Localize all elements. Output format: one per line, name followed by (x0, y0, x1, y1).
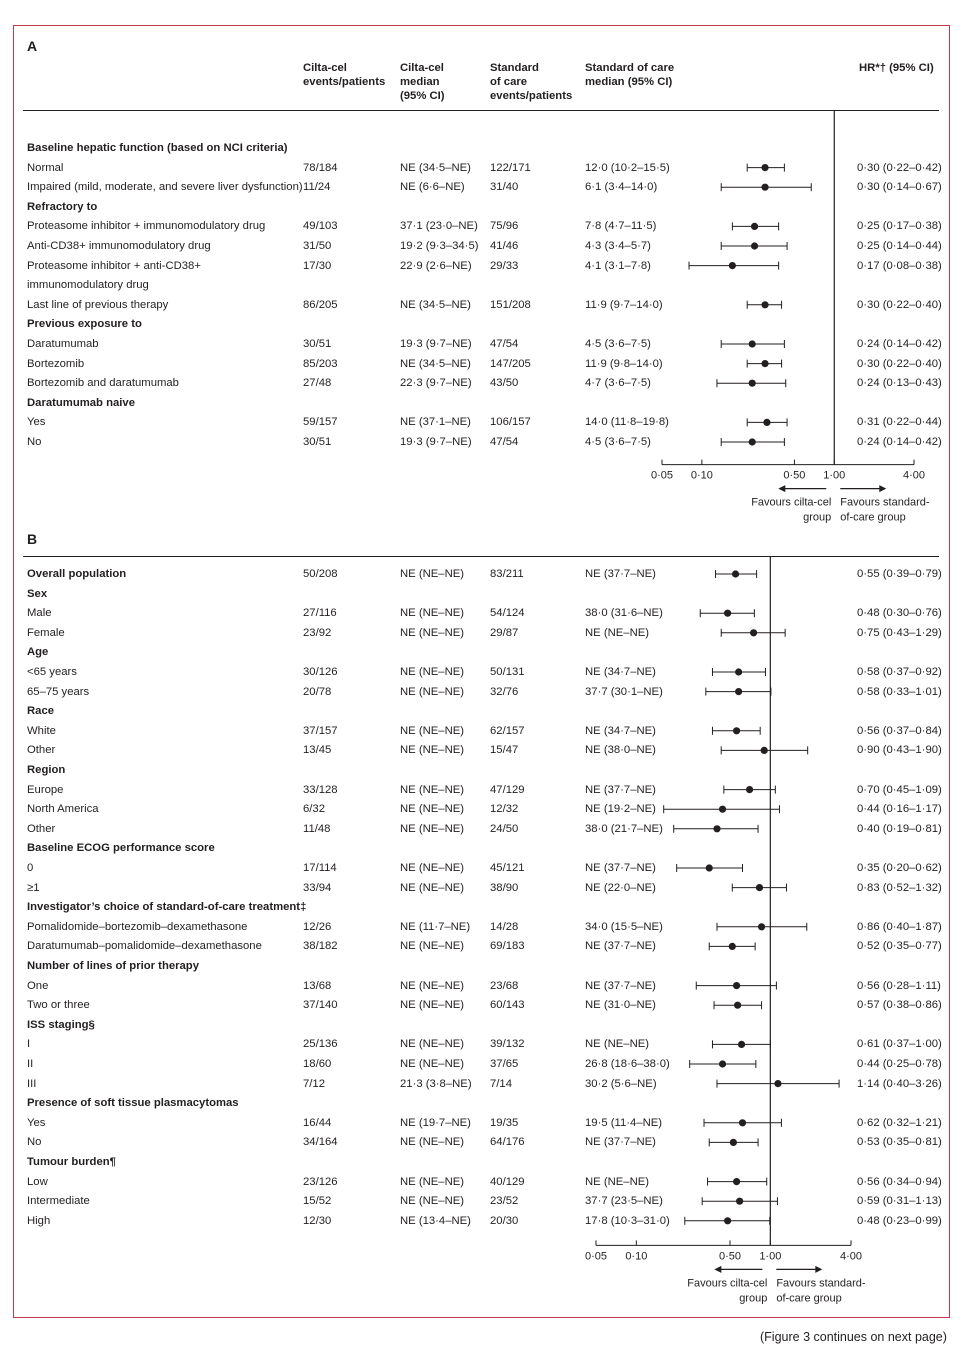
hr-value-cell: 0·70 (0·45–1·09) (857, 783, 942, 796)
soc-median-cell: NE (37·7–NE) (585, 862, 656, 874)
hr-point (729, 943, 736, 950)
soc-median-cell: NE (NE–NE) (585, 1038, 650, 1051)
subgroup-label: Normal (27, 161, 64, 174)
soc-events-cell: 14/28 (490, 920, 519, 933)
subgroup-label: Bortezomib (27, 357, 85, 370)
subgroup-label: Europe (27, 783, 64, 796)
cilta-median-cell: NE (19·7–NE) (400, 1116, 471, 1129)
favours-cilta-cel-label: Favours cilta-cel (751, 496, 832, 509)
soc-events-cell: 23/68 (490, 979, 519, 992)
cilta-median-cell: NE (NE–NE) (400, 724, 465, 737)
soc-events-cell: 29/33 (490, 259, 519, 272)
soc-events-cell: 20/30 (490, 1214, 519, 1227)
cilta-events-cell: 37/157 (303, 724, 338, 737)
soc-events-cell: 47/54 (490, 338, 519, 350)
cilta-median-cell: 19·2 (9·3–34·5) (400, 240, 479, 252)
hr-value-cell: 0·44 (0·16–1·17) (857, 803, 942, 816)
hr-point (706, 864, 713, 871)
soc-events-cell: 45/121 (490, 862, 525, 874)
subgroup-heading: ISS staging§ (27, 1018, 95, 1031)
soc-events-cell: 24/50 (490, 822, 519, 835)
soc-median-cell: 26·8 (18·6–38·0) (585, 1058, 670, 1070)
cilta-events-cell: 23/92 (303, 626, 332, 639)
soc-events-cell: 83/211 (490, 568, 524, 580)
hr-value-cell: 0·30 (0·22–0·40) (857, 298, 942, 311)
soc-median-cell: 37·7 (23·5–NE) (585, 1195, 663, 1208)
hr-value-cell: 0·75 (0·43–1·29) (857, 626, 942, 639)
cilta-median-cell: NE (NE–NE) (400, 862, 465, 874)
hr-point (732, 570, 739, 577)
subgroup-label: 65–75 years (27, 685, 90, 698)
subgroup-label: Proteasome inhibitor + immunomodulatory drug (27, 220, 266, 233)
soc-median-cell: NE (37·7–NE) (585, 568, 656, 580)
hr-point (733, 1178, 740, 1185)
hr-point (761, 164, 768, 171)
soc-events-cell: 54/124 (490, 607, 525, 620)
subgroup-label: <65 years (27, 666, 77, 678)
x-tick-label: 1·00 (823, 469, 846, 482)
soc-median-cell: 34·0 (15·5–NE) (585, 920, 663, 933)
cilta-median-cell: NE (NE–NE) (400, 568, 465, 580)
subgroup-heading: Presence of soft tissue plasmacytomas (27, 1097, 239, 1110)
soc-events-cell: 40/129 (490, 1175, 525, 1188)
hr-value-cell: 0·44 (0·25–0·78) (857, 1058, 942, 1070)
cilta-events-cell: 27/116 (303, 607, 337, 620)
hr-point (749, 340, 756, 347)
cilta-events-cell: 30/51 (303, 338, 332, 350)
cilta-median-cell: NE (34·5–NE) (400, 161, 471, 174)
cilta-median-cell: NE (NE–NE) (400, 685, 465, 698)
cilta-events-cell: 20/78 (303, 685, 332, 698)
subgroup-heading: Tumour burden¶ (27, 1156, 116, 1168)
hr-value-cell: 0·56 (0·37–0·84) (857, 724, 942, 737)
cilta-median-cell: 21·3 (3·8–NE) (400, 1077, 472, 1090)
hr-value-cell: 0·58 (0·37–0·92) (857, 666, 942, 678)
soc-events-cell: 19/35 (490, 1116, 519, 1129)
hr-value-cell: 0·56 (0·28–1·11) (857, 979, 941, 992)
subgroup-label: Two or three (27, 999, 90, 1012)
hr-value-cell: 0·25 (0·17–0·38) (857, 220, 942, 233)
cilta-events-cell: 13/68 (303, 979, 332, 992)
favours-standard-of-care-label: Favours standard- (840, 496, 930, 509)
soc-events-cell: 37/65 (490, 1058, 519, 1070)
panel-label-b: B (27, 531, 38, 547)
hr-point (774, 1080, 781, 1087)
hr-point (713, 825, 720, 832)
hr-value-cell: 1·14 (0·40–3·26) (857, 1077, 942, 1090)
subgroup-label: Intermediate (27, 1195, 90, 1208)
hr-value-cell: 0·17 (0·08–0·38) (857, 259, 942, 272)
soc-median-cell: 11·9 (9·7–14·0) (585, 298, 663, 311)
hr-value-cell: 0·56 (0·34–0·94) (857, 1175, 942, 1188)
hr-point (735, 668, 742, 675)
subgroup-label: No (27, 436, 42, 448)
cilta-median-cell: NE (13·4–NE) (400, 1214, 471, 1227)
cilta-median-cell: NE (NE–NE) (400, 626, 465, 639)
favours-standard-of-care-label: Favours standard- (776, 1277, 866, 1290)
cilta-median-cell: NE (NE–NE) (400, 744, 465, 757)
soc-median-cell: NE (NE–NE) (585, 1175, 650, 1188)
soc-median-cell: NE (31·0–NE) (585, 999, 656, 1012)
hr-value-cell: 0·83 (0·52–1·32) (857, 881, 942, 894)
hr-value-cell: 0·24 (0·14–0·42) (857, 436, 942, 448)
cilta-median-cell: NE (34·5–NE) (400, 357, 471, 370)
hr-value-cell: 0·90 (0·43–1·90) (857, 744, 942, 757)
cilta-events-cell: 33/128 (303, 783, 338, 796)
favours-cilta-cel-label: group (739, 1292, 768, 1305)
soc-events-cell: 41/46 (490, 240, 519, 252)
soc-median-cell: NE (37·7–NE) (585, 1136, 656, 1149)
subgroup-heading: Investigator’s choice of standard-of-care treatment‡ (27, 901, 307, 914)
cilta-events-cell: 31/50 (303, 240, 332, 252)
subgroup-label: Proteasome inhibitor + anti-CD38+ (27, 259, 201, 272)
subgroup-heading: Refractory to (27, 200, 98, 213)
subgroup-label: Daratumumab–pomalidomide–dexamethasone (27, 940, 262, 953)
cilta-events-header: Cilta-cel events/patients (303, 62, 386, 88)
soc-events-header: Standard of care events/patients (490, 62, 573, 102)
hr-value-cell: 0·48 (0·30–0·76) (857, 607, 942, 620)
hr-value-cell: 0·48 (0·23–0·99) (857, 1214, 942, 1227)
x-tick-label: 4·00 (902, 469, 926, 482)
cilta-median-cell: NE (NE–NE) (400, 999, 465, 1012)
cilta-events-cell: 27/48 (303, 377, 332, 390)
hr-point (724, 610, 731, 617)
hr-value-cell: 0·30 (0·14–0·67) (857, 181, 942, 194)
soc-median-cell: NE (37·7–NE) (585, 940, 656, 953)
soc-median-cell: NE (19·2–NE) (585, 803, 656, 816)
cilta-events-cell: 38/182 (303, 940, 338, 953)
x-tick-label: 0·05 (584, 1250, 608, 1263)
cilta-median-cell: NE (NE–NE) (400, 1195, 465, 1208)
soc-median-cell: NE (NE–NE) (585, 626, 650, 639)
favours-standard-of-care-label: of-care group (776, 1292, 842, 1305)
soc-median-cell: 4·3 (3·4–5·7) (585, 240, 651, 252)
cilta-events-cell: 17/30 (303, 259, 332, 272)
subgroup-heading: Baseline hepatic function (based on NCI criteria) (27, 142, 288, 154)
cilta-events-cell: 30/51 (303, 436, 332, 448)
soc-events-cell: 75/96 (490, 220, 519, 233)
cilta-median-cell: NE (NE–NE) (400, 607, 465, 620)
soc-median-cell: 38·0 (31·6–NE) (585, 607, 663, 620)
cilta-events-cell: 13/45 (303, 744, 332, 757)
hr-point (746, 786, 753, 793)
soc-events-cell: 15/47 (490, 744, 519, 757)
cilta-median-header: Cilta-cel median (95% CI) (400, 62, 445, 102)
soc-events-cell: 151/208 (490, 298, 531, 311)
hr-point (756, 884, 763, 891)
hr-point (749, 438, 756, 445)
hr-value-cell: 0·62 (0·32–1·21) (857, 1116, 942, 1129)
soc-events-cell: 38/90 (490, 881, 519, 894)
hr-value-cell: 0·59 (0·31–1·13) (857, 1195, 942, 1208)
cilta-events-cell: 12/26 (303, 920, 332, 933)
soc-events-cell: 106/157 (490, 416, 531, 429)
soc-events-cell: 39/132 (490, 1038, 525, 1051)
subgroup-label: III (27, 1077, 37, 1090)
cilta-events-cell: 86/205 (303, 298, 338, 311)
subgroup-label: Other (27, 744, 56, 757)
hr-point (729, 262, 736, 269)
cilta-median-cell: NE (NE–NE) (400, 783, 465, 796)
hr-point (719, 1060, 726, 1067)
hr-point (738, 1041, 745, 1048)
cilta-median-cell: NE (34·5–NE) (400, 298, 471, 311)
subgroup-label: II (27, 1058, 34, 1070)
cilta-events-cell: 34/164 (303, 1136, 338, 1149)
x-tick-label: 0·05 (650, 469, 674, 482)
subgroup-label: Yes (27, 416, 46, 429)
subgroup-label: Female (27, 626, 65, 639)
subgroup-heading: Race (27, 705, 55, 718)
favours-right-arrowhead (815, 1266, 822, 1273)
soc-events-cell: 7/14 (490, 1077, 512, 1090)
soc-median-cell: 7·8 (4·7–11·5) (585, 220, 657, 233)
subgroup-label: Overall population (27, 568, 127, 580)
soc-events-cell: 50/131 (490, 666, 525, 678)
soc-events-cell: 47/129 (490, 783, 525, 796)
continuation-note: (Figure 3 continues on next page) (760, 1330, 947, 1344)
soc-events-cell: 147/205 (490, 357, 531, 370)
cilta-median-cell: NE (NE–NE) (400, 803, 465, 816)
hr-point (751, 223, 758, 230)
soc-median-cell: NE (34·7–NE) (585, 666, 656, 678)
soc-events-cell: 60/143 (490, 999, 525, 1012)
cilta-events-cell: 78/184 (303, 161, 338, 174)
soc-median-cell: 4·7 (3·6–7·5) (585, 377, 651, 390)
cilta-events-cell: 37/140 (303, 999, 338, 1012)
favours-left-arrowhead (778, 485, 785, 492)
hr-value-cell: 0·30 (0·22–0·42) (857, 161, 942, 174)
soc-events-cell: 62/157 (490, 724, 525, 737)
panel-label-a: A (27, 38, 38, 54)
favours-cilta-cel-label: group (803, 511, 832, 524)
soc-median-cell: 4·1 (3·1–7·8) (585, 259, 651, 272)
hr-value-cell: 0·40 (0·19–0·81) (857, 822, 942, 835)
hr-value-cell: 0·55 (0·39–0·79) (857, 568, 942, 580)
soc-median-cell: NE (37·7–NE) (585, 783, 656, 796)
cilta-events-cell: 33/94 (303, 881, 332, 894)
cilta-median-cell: 22·9 (2·6–NE) (400, 259, 472, 272)
cilta-events-cell: 6/32 (303, 803, 325, 816)
subgroup-label: I (27, 1038, 31, 1051)
cilta-events-cell: 12/30 (303, 1214, 332, 1227)
soc-events-cell: 29/87 (490, 626, 519, 639)
soc-median-cell: NE (38·0–NE) (585, 744, 656, 757)
hr-point (733, 727, 740, 734)
subgroup-label: Anti-CD38+ immunomodulatory drug (27, 240, 211, 252)
subgroup-heading: Daratumumab naive (27, 396, 135, 409)
subgroup-label: Yes (27, 1116, 46, 1129)
cilta-events-cell: 15/52 (303, 1195, 332, 1208)
hr-point (749, 380, 756, 387)
cilta-events-cell: 23/126 (303, 1175, 338, 1188)
subgroup-heading: Baseline ECOG performance score (27, 842, 215, 855)
cilta-median-cell: NE (NE–NE) (400, 1058, 465, 1070)
hr-point (761, 301, 768, 308)
hr-value-cell: 0·53 (0·35–0·81) (857, 1136, 942, 1149)
soc-events-cell: 32/76 (490, 685, 519, 698)
subgroup-label-continued: immunomodulatory drug (27, 279, 149, 292)
soc-median-cell: 6·1 (3·4–14·0) (585, 181, 658, 194)
subgroup-label: Pomalidomide–bortezomib–dexamethasone (27, 920, 248, 933)
hr-point (750, 629, 757, 636)
cilta-events-cell: 59/157 (303, 416, 338, 429)
x-tick-label: 0·50 (718, 1250, 742, 1263)
soc-events-cell: 69/183 (490, 940, 525, 953)
favours-right-arrowhead (879, 485, 886, 492)
soc-median-cell: 19·5 (11·4–NE) (585, 1116, 663, 1129)
hr-point (736, 1198, 743, 1205)
soc-median-cell: NE (34·7–NE) (585, 724, 656, 737)
hr-point (761, 747, 768, 754)
hr-point (761, 184, 768, 191)
soc-events-cell: 64/176 (490, 1136, 525, 1149)
subgroup-label: Low (27, 1175, 48, 1188)
soc-median-header: Standard of care median (95% CI) (585, 62, 675, 88)
soc-events-cell: 23/52 (490, 1195, 519, 1208)
cilta-median-cell: NE (NE–NE) (400, 1038, 465, 1051)
hr-value-cell: 0·30 (0·22–0·40) (857, 357, 942, 370)
subgroup-label: ≥1 (27, 881, 40, 894)
subgroup-label: Other (27, 822, 56, 835)
hr-value-cell: 0·57 (0·38–0·86) (857, 999, 942, 1012)
cilta-events-cell: 50/208 (303, 568, 338, 580)
cilta-median-cell: 22·3 (9·7–NE) (400, 377, 472, 390)
hr-value-cell: 0·24 (0·14–0·42) (857, 338, 942, 350)
subgroup-label: Daratumumab (27, 338, 99, 350)
soc-median-cell: NE (37·7–NE) (585, 979, 656, 992)
cilta-events-cell: 7/12 (303, 1077, 325, 1090)
cilta-median-cell: NE (NE–NE) (400, 1175, 465, 1188)
cilta-median-cell: NE (NE–NE) (400, 822, 465, 835)
subgroup-label: Male (27, 607, 52, 620)
subgroup-heading: Region (27, 764, 66, 776)
hr-value-cell: 0·31 (0·22–0·44) (857, 416, 942, 429)
cilta-median-cell: NE (NE–NE) (400, 1136, 465, 1149)
hr-point (724, 1217, 731, 1224)
subgroup-heading: Age (27, 646, 49, 659)
cilta-median-cell: NE (11·7–NE) (400, 920, 471, 933)
hr-point (751, 242, 758, 249)
hr-value-cell: 0·58 (0·33–1·01) (857, 685, 942, 698)
subgroup-label: Bortezomib and daratumumab (27, 377, 179, 390)
soc-median-cell: 11·9 (9·8–14·0) (585, 357, 663, 370)
cilta-median-cell: 19·3 (9·7–NE) (400, 436, 472, 448)
cilta-events-cell: 30/126 (303, 666, 338, 678)
hr-header: HR*† (95% CI) (859, 62, 934, 74)
hr-point (735, 688, 742, 695)
cilta-events-cell: 16/44 (303, 1116, 332, 1129)
x-tick-label: 1·00 (759, 1250, 782, 1263)
subgroup-label: One (27, 979, 49, 992)
cilta-median-cell: NE (NE–NE) (400, 666, 465, 678)
cilta-events-cell: 18/60 (303, 1058, 332, 1070)
soc-median-cell: 12·0 (10·2–15·5) (585, 161, 670, 174)
favours-cilta-cel-label: Favours cilta-cel (687, 1277, 768, 1290)
soc-events-cell: 12/32 (490, 803, 519, 816)
cilta-events-cell: 25/136 (303, 1038, 338, 1051)
hr-point (758, 923, 765, 930)
subgroup-label: Last line of previous therapy (27, 298, 169, 311)
soc-median-cell: 38·0 (21·7–NE) (585, 822, 663, 835)
hr-point (761, 360, 768, 367)
subgroup-label: 0 (27, 862, 34, 874)
subgroup-label: White (27, 724, 56, 737)
x-tick-label: 0·50 (783, 469, 806, 482)
x-tick-label: 0·10 (690, 469, 713, 482)
hr-value-cell: 0·61 (0·37–1·00) (857, 1038, 942, 1051)
hr-point (734, 1002, 741, 1009)
soc-events-cell: 122/171 (490, 161, 531, 174)
hr-point (719, 806, 726, 813)
soc-median-cell: 4·5 (3·6–7·5) (585, 338, 651, 350)
x-tick-label: 4·00 (839, 1250, 863, 1263)
hr-value-cell: 0·52 (0·35–0·77) (857, 940, 942, 953)
subgroup-label: North America (27, 803, 99, 816)
cilta-median-cell: NE (6·6–NE) (400, 181, 465, 194)
soc-median-cell: NE (22·0–NE) (585, 881, 656, 894)
cilta-median-cell: NE (NE–NE) (400, 979, 465, 992)
cilta-events-cell: 11/24 (303, 181, 331, 194)
hr-point (733, 982, 740, 989)
cilta-median-cell: 37·1 (23·0–NE) (400, 220, 478, 233)
cilta-median-cell: NE (NE–NE) (400, 881, 465, 894)
subgroup-label: Impaired (mild, moderate, and severe liver dysfunction) (27, 181, 303, 194)
subgroup-label: High (27, 1214, 51, 1227)
soc-events-cell: 47/54 (490, 436, 519, 448)
subgroup-heading: Previous exposure to (27, 318, 142, 331)
x-tick-label: 0·10 (625, 1250, 648, 1263)
soc-median-cell: 4·5 (3·6–7·5) (585, 436, 651, 448)
soc-median-cell: 14·0 (11·8–19·8) (585, 416, 669, 429)
soc-median-cell: 17·8 (10·3–31·0) (585, 1214, 670, 1227)
cilta-median-cell: NE (NE–NE) (400, 940, 465, 953)
soc-median-cell: 37·7 (30·1–NE) (585, 685, 663, 698)
hr-value-cell: 0·24 (0·13–0·43) (857, 377, 942, 390)
cilta-events-cell: 17/114 (303, 862, 337, 874)
hr-value-cell: 0·35 (0·20–0·62) (857, 862, 942, 874)
soc-median-cell: 30·2 (5·6–NE) (585, 1077, 657, 1090)
cilta-events-cell: 11/48 (303, 822, 331, 835)
subgroup-label: No (27, 1136, 42, 1149)
hr-value-cell: 0·25 (0·14–0·44) (857, 240, 942, 252)
cilta-events-cell: 85/203 (303, 357, 338, 370)
cilta-median-cell: NE (37·1–NE) (400, 416, 471, 429)
hr-point (739, 1119, 746, 1126)
soc-events-cell: 31/40 (490, 181, 519, 194)
cilta-events-cell: 49/103 (303, 220, 338, 233)
favours-left-arrowhead (714, 1266, 721, 1273)
hr-point (763, 419, 770, 426)
subgroup-heading: Sex (27, 587, 48, 600)
favours-standard-of-care-label: of-care group (840, 511, 906, 524)
hr-value-cell: 0·86 (0·40–1·87) (857, 920, 942, 933)
cilta-median-cell: 19·3 (9·7–NE) (400, 338, 472, 350)
hr-point (730, 1139, 737, 1146)
subgroup-heading: Number of lines of prior therapy (27, 960, 199, 972)
soc-events-cell: 43/50 (490, 377, 519, 390)
